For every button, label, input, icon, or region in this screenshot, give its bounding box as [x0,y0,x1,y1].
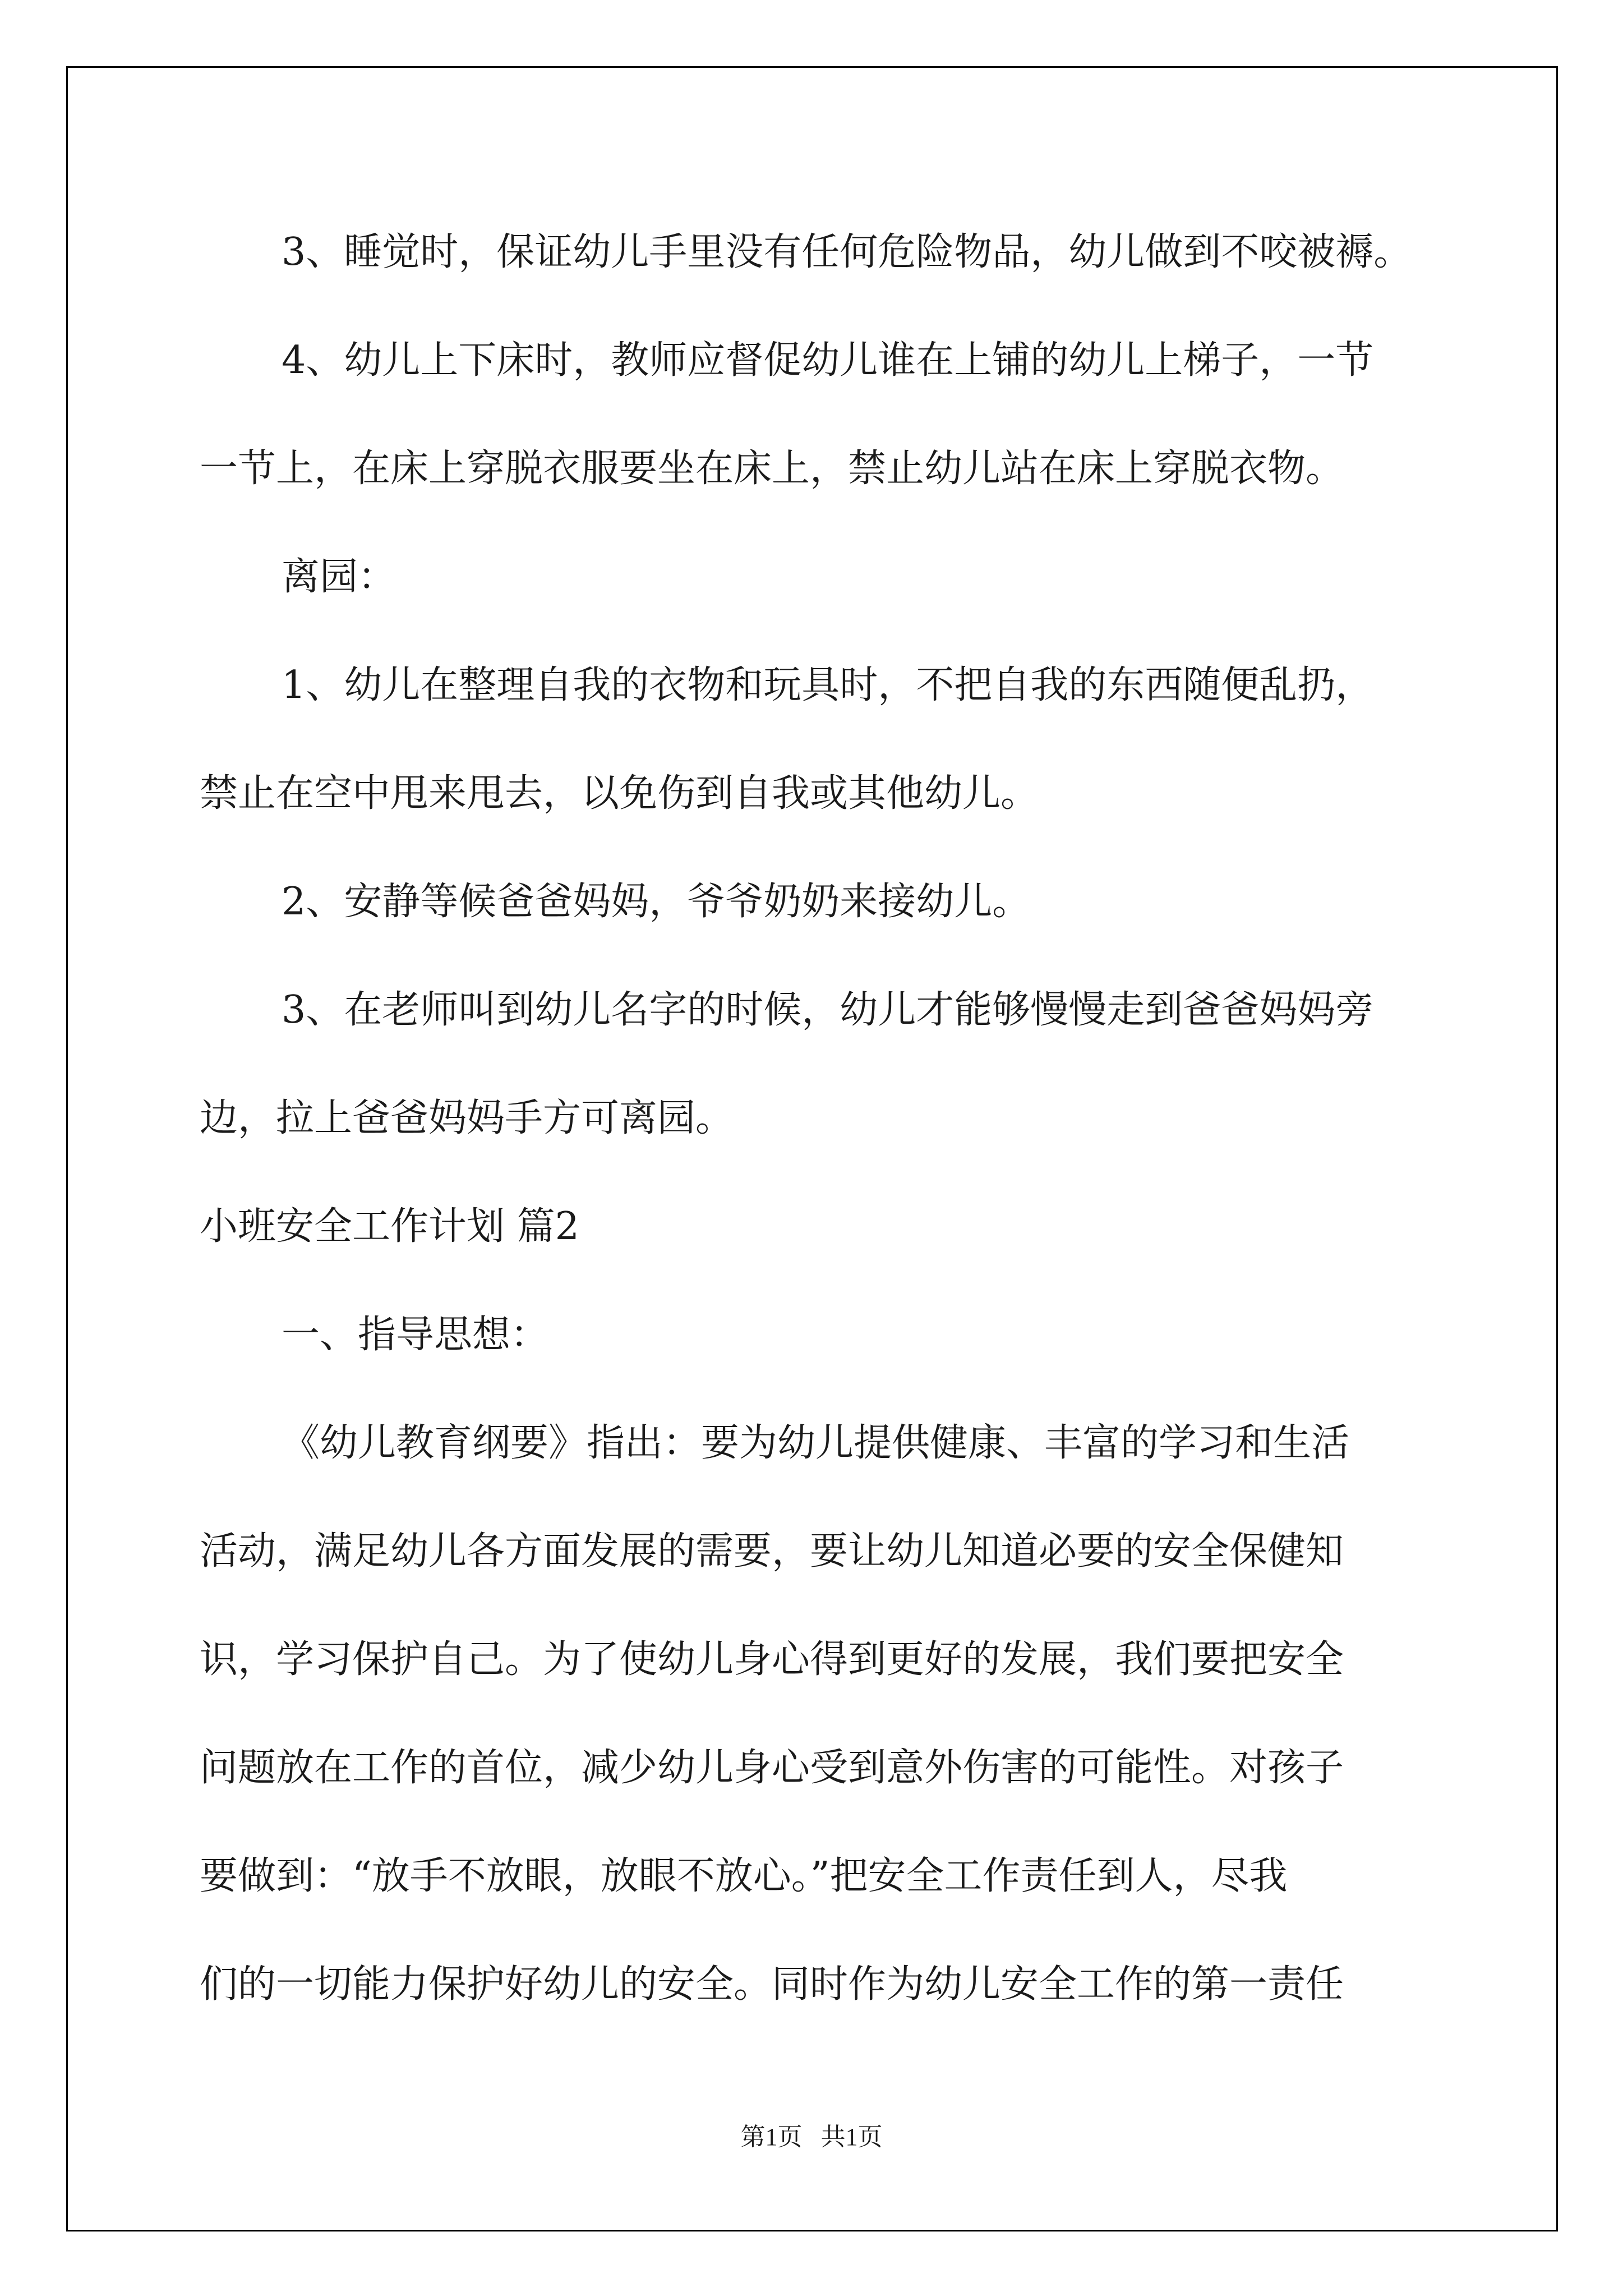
paragraph-line: 边，拉上爸爸妈妈手方可离园。 [200,1096,734,1140]
paragraph-line: 问题放在工作的首位，减少幼儿身心受到意外伤害的可能性。对孩子 [200,1746,1344,1790]
paragraph-line: 3、在老师叫到幼儿名字的时候，幼儿才能够慢慢走到爸爸妈妈旁 [282,988,1374,1032]
paragraph-line: 2、安静等候爸爸妈妈，爷爷奶奶来接幼儿。 [282,880,1031,924]
paragraph-line: 《幼儿教育纲要》指出：要为幼儿提供健康、丰富的学习和生活 [282,1421,1350,1465]
paragraph-line: 识，学习保护自己。为了使幼儿身心得到更好的发展，我们要把安全 [200,1637,1344,1682]
paragraph-line: 活动，满足幼儿各方面发展的需要，要让幼儿知道必要的安全保健知 [200,1529,1344,1573]
paragraph-line: 一节上，在床上穿脱衣服要坐在床上，禁止幼儿站在床上穿脱衣物。 [200,447,1344,491]
paragraph-line: 1、幼儿在整理自我的衣物和玩具时，不把自我的东西随便乱扔， [282,663,1374,707]
page-border [66,66,1558,2231]
paragraph-line: 4、幼儿上下床时，教师应督促幼儿谁在上铺的幼儿上梯子，一节 [282,338,1374,383]
page-number-footer: 第1页 共1页 [740,2123,883,2151]
section-heading: 小班安全工作计划 篇2 [200,1204,579,1249]
paragraph-line: 禁止在空中甩来甩去，以免伤到自我或其他幼儿。 [200,771,1039,816]
section-label: 离园： [282,555,396,599]
paragraph-line: 们的一切能力保护好幼儿的安全。同时作为幼儿安全工作的第一责任 [200,1962,1344,2007]
paragraph-line: 3、睡觉时，保证幼儿手里没有任何危险物品，幼儿做到不咬被褥。 [282,230,1412,274]
section-label: 一、指导思想： [282,1313,549,1357]
paragraph-line: 要做到：“放手不放眼，放眼不放心。”把安全工作责任到人，尽我 [200,1854,1288,1898]
